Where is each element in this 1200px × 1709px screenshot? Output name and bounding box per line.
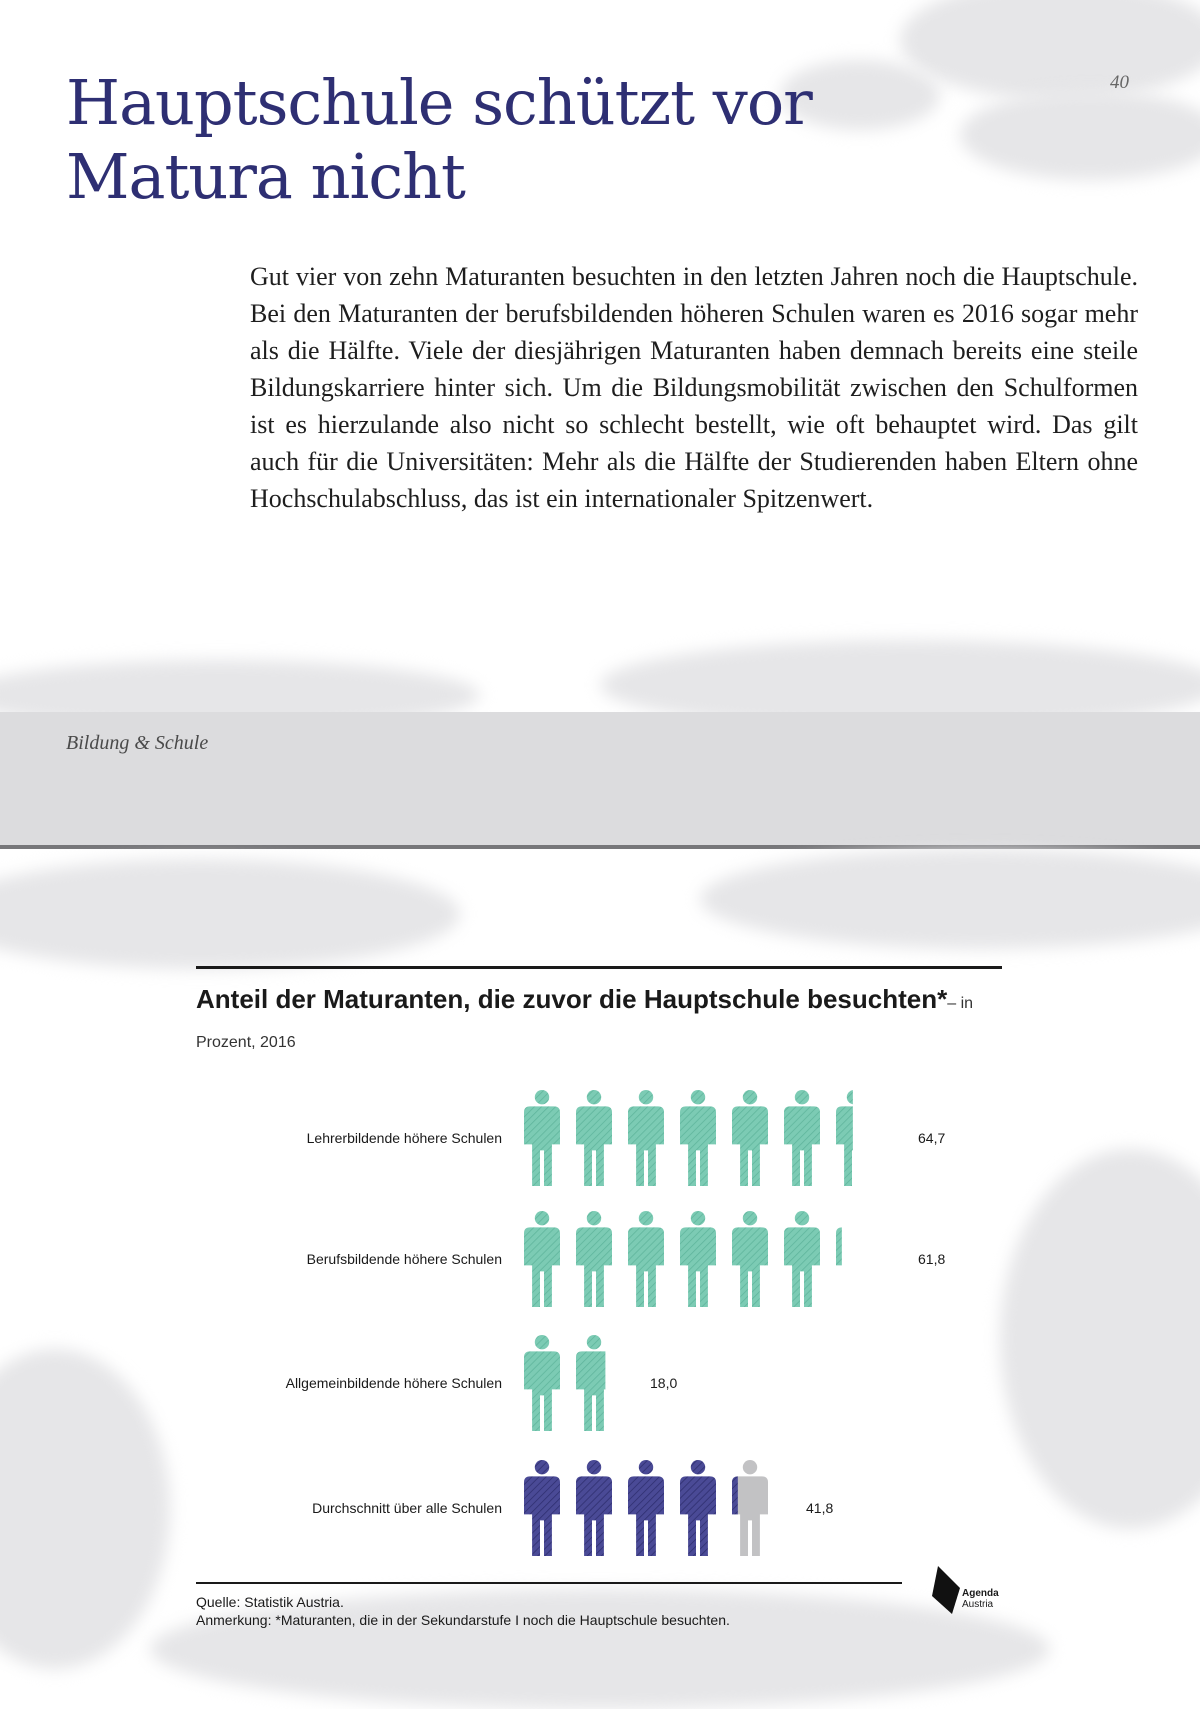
person-icon <box>784 1211 820 1307</box>
category-label: Allgemeinbildende höhere Schulen <box>285 1375 502 1391</box>
person-icon <box>576 1335 612 1431</box>
person-icon <box>524 1460 560 1556</box>
person-icon <box>680 1460 716 1556</box>
category-label: Lehrerbildende höhere Schulen <box>306 1130 502 1146</box>
headline-line-1: Hauptschule schützt vor <box>66 66 812 139</box>
chart-notes <box>196 1593 956 1629</box>
person-icon <box>524 1211 560 1307</box>
page-number: 40 <box>1110 72 1129 93</box>
logo-word-1: Agenda <box>962 1588 999 1599</box>
section-label: Bildung & Schule <box>66 732 209 754</box>
chart-source: Quelle: Statistik Austria. <box>196 1594 344 1610</box>
logo-text <box>962 1588 999 1610</box>
intro-paragraph: Gut vier von zehn Maturanten besuchten in den letzten Jahren noch die Hauptschule. Bei den Maturanten der berufsbildenden höheren Schulen waren es 2016 sogar mehr als die Hälfte. Viele der diesjährigen Maturanten haben demnach bereits eine steile Bildungskarriere hinter sich. Um die Bildungsmobilität zwischen den Schulformen ist es hierzulande also nicht so schlecht bestellt, wie oft behauptet wird. Das gilt auch für die Universitäten: Mehr als die Hälfte der Studierenden haben Eltern ohne Hochschulabschluss, das ist ein internationaler Spitzenwert. <box>250 262 1138 513</box>
person-icon <box>836 1211 872 1307</box>
category-label: Berufsbildende höhere Schulen <box>306 1251 502 1267</box>
person-icon <box>732 1211 768 1307</box>
agenda-austria-logo <box>930 1560 1010 1616</box>
category-label: Durchschnitt über alle Schulen <box>312 1500 502 1516</box>
person-icon <box>576 1090 612 1186</box>
value-label: 18,0 <box>650 1375 678 1391</box>
person-icon <box>524 1335 560 1431</box>
person-icon <box>576 1460 612 1556</box>
headline-line-2: Matura nicht <box>66 140 465 213</box>
chart-title: Anteil der Maturanten, die zuvor die Hauptschule besuchten* <box>196 984 948 1014</box>
value-label: 41,8 <box>806 1500 834 1516</box>
person-icon <box>680 1090 716 1186</box>
person-icon <box>628 1090 664 1186</box>
chart-bottom-rule <box>196 1582 902 1584</box>
person-icon <box>576 1211 612 1307</box>
person-icon <box>784 1090 820 1186</box>
person-icon <box>680 1211 716 1307</box>
value-label: 64,7 <box>918 1130 946 1146</box>
chart-subtitle: – in Prozent, 2016 <box>196 995 974 1051</box>
person-icon <box>732 1090 768 1186</box>
person-icon <box>628 1460 664 1556</box>
person-icon <box>732 1460 768 1556</box>
logo-word-2: Austria <box>962 1599 994 1610</box>
person-icon <box>628 1211 664 1307</box>
person-icon <box>836 1090 872 1186</box>
chart-footnote: Anmerkung: *Maturanten, die in der Sekundarstufe I noch die Hauptschule besuchten. <box>196 1612 730 1628</box>
person-icon <box>524 1090 560 1186</box>
value-label: 61,8 <box>918 1251 946 1267</box>
